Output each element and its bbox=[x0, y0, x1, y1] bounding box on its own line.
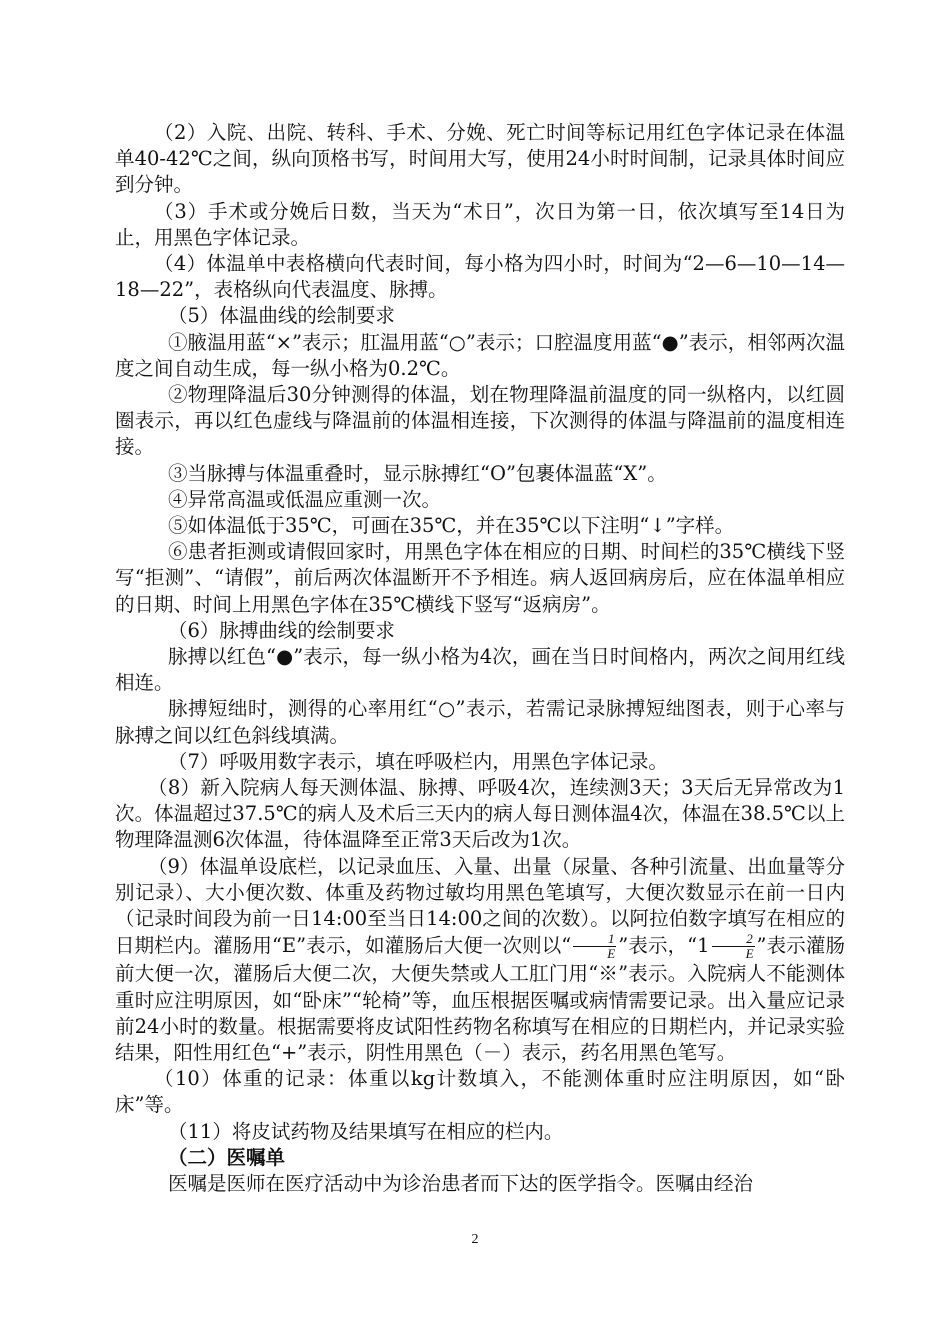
paragraph-6-1: 脉搏以红色“●”表示，每一纵小格为4次，画在当日时间格内，两次之间用红线相连。 bbox=[115, 645, 845, 695]
fraction-denominator: E bbox=[607, 946, 616, 962]
enema-fraction-two bbox=[712, 932, 755, 961]
paragraph-6-2: 脉搏短绌时，测得的心率用红“○”表示，若需记录脉搏短绌图表，则于心率与脉搏之间以红色斜线填满。 bbox=[115, 697, 845, 747]
page-number: 2 bbox=[471, 1232, 479, 1247]
paragraph-8: （8）新入院病人每天测体温、脉搏、呼吸4次，连续测3天；3天后无异常改为1次。体温超过37.5℃的病人及术后三天内的病人每日测体温4次，体温在38.5℃以上物理降温测6次体温，待体温降至正常3天后改为1次。 bbox=[115, 776, 845, 852]
paragraph-2: （2）入院、出院、转科、手术、分娩、死亡时间等标记用红色字体记录在体温单40-42℃之间，纵向顶格书写，时间用大写，使用24小时时间制，记录具体时间应到分钟。 bbox=[115, 121, 845, 197]
paragraph-4: （4）体温单中表格横向代表时间，每小格为四小时，时间为“2—6—10—14—18—22”，表格纵向代表温度、脉搏。 bbox=[115, 252, 845, 302]
paragraph-9-part-a: （9）体温单设底栏，以记录血压、入量、出量（尿量、各种引流量、出血量等分别记录）、大小便次数、体重及药物过敏均用黑色笔填写，大便次数显示在前一日内（记录时间段为前一日14:00至当日14:00之间的次数）。以阿拉伯数字填写在相应的日期栏内。灌肠用“E”表示，如灌肠后大便一次则以“ bbox=[115, 854, 845, 958]
paragraph-9-part-c: ”表示灌肠前大便一次，灌肠后大便二次，大便失禁或人工肛门用“※”表示。入院病人不能测体重时应注明原因，如“卧床”“轮椅”等，血压根据医嘱或病情需要记录。出入量应记录前24小时的数量。根据需要将皮试阳性药物名称填写在相应的日期栏内，并记录实验结果，阳性用红色“+”表示，阴性用黑色（－）表示，药名用黑色笔写。 bbox=[115, 934, 845, 1064]
enema-fraction-one bbox=[573, 932, 616, 961]
fraction-denominator: E bbox=[745, 946, 754, 962]
body-text bbox=[115, 120, 845, 1197]
paragraph-5-2: ②物理降温后30分钟测得的体温，划在物理降温前温度的同一纵格内，以红圆圈表示，再以红色虚线与降温前的体温相连接，下次测得的体温与降温前的温度相连接。 bbox=[115, 383, 845, 459]
paragraph-10: （10）体重的记录：体重以kg计数填入，不能测体重时应注明原因，如“卧床”等。 bbox=[115, 1067, 845, 1117]
paragraph-last: 医嘱是医师在医疗活动中为诊治患者而下达的医学指令。医嘱由经治 bbox=[168, 1171, 754, 1195]
paragraph-5-3: ③当脉搏与体温重叠时，显示脉搏红“O”包裹体温蓝“X”。 bbox=[168, 461, 667, 485]
paragraph-11: （11）将皮试药物及结果填写在相应的栏内。 bbox=[168, 1119, 564, 1143]
paragraph-7: （7）呼吸用数字表示，填在呼吸栏内，用黑色字体记录。 bbox=[168, 749, 668, 773]
paragraph-9 bbox=[115, 854, 845, 1066]
paragraph-3: （3）手术或分娩后日数，当天为“术日”，次日为第一日，依次填写至14日为止，用黑色字体记录。 bbox=[115, 199, 845, 249]
fraction-numerator: 1 bbox=[573, 932, 616, 947]
section-heading: （二）医嘱单 bbox=[168, 1145, 286, 1169]
fraction-numerator: 2 bbox=[712, 932, 755, 947]
paragraph-5-5: ⑤如体温低于35℃，可画在35℃，并在35℃以下注明“↓”字样。 bbox=[168, 514, 735, 538]
paragraph-5-1: ①腋温用蓝“×”表示；肛温用蓝“○”表示；口腔温度用蓝“●”表示，相邻两次温度之间自动生成，每一纵小格为0.2℃。 bbox=[115, 330, 845, 380]
paragraph-9-part-b: ”表示，“1 bbox=[618, 934, 710, 958]
paragraph-6-heading: （6）脉搏曲线的绘制要求 bbox=[168, 618, 395, 642]
paragraph-5-4: ④异常高温或低温应重测一次。 bbox=[168, 487, 442, 511]
paragraph-5-6: ⑥患者拒测或请假回家时，用黑色字体在相应的日期、时间栏的35℃横线下竖写“拒测”、“请假”，前后两次体温断开不予相连。病人返回病房后，应在体温单相应的日期、时间上用黑色字体在35℃横线下竖写“返病房”。 bbox=[115, 540, 845, 616]
paragraph-5-heading: （5）体温曲线的绘制要求 bbox=[168, 304, 395, 328]
